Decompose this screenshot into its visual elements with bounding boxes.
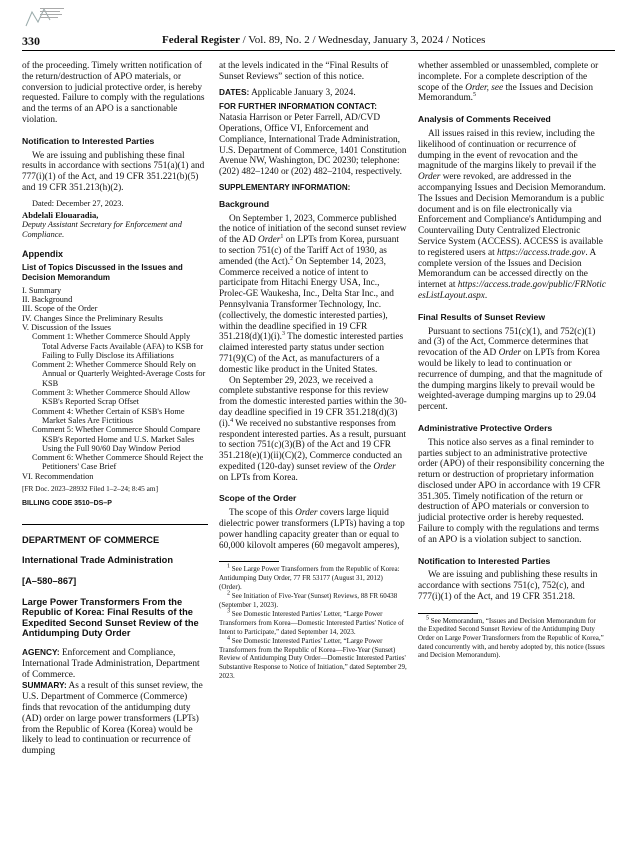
footnote: $^5$ See Memorandum, “Issues and Decision Memorandum for the Expedited Second Sunset Review of the Antidumping Duty Order on Large Power Transformers from the Republic of Korea,” dated concurrently with, and hereby adopted by, this notice (Issues and Decision Memorandum). (418, 615, 605, 660)
footnote: $^1$ See Large Power Transformers from the Republic of Korea: Antidumping Duty Order, 77 FR 53177 (August 31, 2012) (Order). (219, 564, 400, 591)
toc-item: Comment 4: Whether Certain of KSB's Home Market Sales Are Fictitious (32, 406, 185, 425)
toc-heading: List of Topics Discussed in the Issues and Decision Memorandum (22, 263, 183, 282)
paragraph: at the levels indicated in the “Final Results of Sunset Reviews” section of this notice. (219, 61, 389, 82)
memo-link[interactable]: https://access.trade.gov/public/FRNoticesListLayout.aspx (418, 280, 606, 301)
toc-item: I. Summary (22, 285, 62, 295)
agency-name: International Trade Administration (22, 555, 174, 566)
access-link[interactable]: https://access.trade.gov (497, 247, 586, 258)
paragraph: All issues raised in this review, including the likelihood of continuation or recurrence of dumping in the event of revocation and the magnitude of the margins likely to prevail if the Order were revoked, are addressed in the accompanying Issues and Decision Memorandum. The Issues and Decision Memorandum is a public document and is on file electronically via Enforcement and Compliance's Antidumping and Countervailing Duty Centralized Electronic Service System (ACCESS). ACCESS is available to registered users at https://access.trade.gov. A complete version of the Issues and Decision Memorandum can be accessed directly on the internet at https://access.trade.gov/public/FRNoticesListLayout.aspx. (418, 128, 606, 301)
column-1 (22, 61, 208, 757)
paragraph: On September 1, 2023, Commerce published the notice of initiation of the second sunset review of the AD Order$^1$ on LPTs from Korea, pursuant to section 751(c) of the Tariff Act of 1930, as amended (the Act).$^2$ On September 14, 2023, Commerce received a notice of intent to participate from Hitachi Energy USA, Inc., Prolec-GE Waukesha, Inc., Delta Star Inc., and Pennsylvania Transformer Technology, Inc. (collectively, the domestic interested parties), within the deadline specified in 19 CFR 351.218(d)(1)(i).$^3$ The domestic interested parties claimed interested party status under section 771(9)(C) of the Act, as manufacturers of a domestic like product in the United States. (219, 213, 407, 375)
dates-paragraph (219, 87, 407, 99)
section-heading: Background (219, 198, 270, 209)
publication-name: Federal Register (162, 34, 240, 46)
paragraph: The scope of this Order covers large liquid dielectric power transformers (LPTs) having a top power handling capacity greater than or equal to 60,000 kilovolt amperes (60 megavolt amperes), (219, 508, 405, 551)
header-citation (162, 34, 485, 46)
agency-text: Enforcement and Compliance, International Trade Administration, Department of Commerce. (22, 647, 200, 680)
contact-text: Natasia Harrison or Peter Farrell, AD/CVD Operations, Office VI, Enforcement and Compliance, International Trade Administration, U.S. Department of Commerce, 1401 Constitution Avenue NW, Washington, DC 20230; telephone: (202) 482–1240 or (202) 482–2104, respectively. (219, 113, 407, 178)
section-heading: Notification to Interested Parties (22, 135, 155, 146)
appendix-heading: Appendix (22, 248, 64, 259)
header-rule (22, 50, 615, 51)
toc-item: II. Background (22, 295, 73, 305)
page-number: 330 (22, 34, 40, 48)
section-heading: Administrative Protective Orders (418, 422, 553, 433)
summary-paragraph (22, 680, 208, 757)
footnote: $^2$ See Initiation of Five-Year (Sunset) Reviews, 88 FR 60438 (September 1, 2023). (219, 590, 398, 609)
toc-item: Comment 1: Whether Commerce Should Apply Total Adverse Facts Available (AFA) to KSB for Failing to Fully Disclose its Affiliations (32, 332, 204, 360)
paragraph: of the proceeding. Timely written notification of the return/destruction of APO materials, or conversion to judicial protective order, is hereby requested. Failure to comply with the regulations and the terms of an APO is a sanctionable violation. (22, 61, 205, 125)
agency-paragraph (22, 647, 208, 680)
supplementary-label: SUPPLEMENTARY INFORMATION: (219, 182, 351, 192)
docket-number: [A–580–867] (22, 576, 77, 587)
signer-title: Deputy Assistant Secretary for Enforcement and Compliance. (22, 220, 182, 239)
summary-text: As a result of this sunset review, the U.S. Department of Commerce (Commerce) finds that revocation of the antidumping duty (AD) order on large power transformers (LPTs) from the Republic of Korea (Korea) would be likely to lead to continuation or recurrence of dumping (22, 681, 203, 757)
department-name: DEPARTMENT OF COMMERCE (22, 534, 160, 545)
paragraph: We are issuing and publishing these results in accordance with sections 751(c), 752(c), and 777(i)(1) of the Act, and 19 CFR 351.218. (418, 570, 598, 603)
dates-label: DATES: (219, 86, 250, 97)
column-2 (219, 61, 407, 681)
footnote: $^4$ See Domestic Interested Parties' Letter, “Large Power Transformers from the Republic of Korea—Five-Year (Sunset) Review of Antidumping Duty Order—Domestic Interested Parties' Substantive Response to Notice of Initiation,” dated September 29, 2023. (219, 635, 407, 680)
footnote: $^3$ See Domestic Interested Parties' Letter, “Large Power Transformers from Korea—Domestic Interested Parties' Notice of Intent to Participate,” dated September 14, 2023. (219, 609, 404, 636)
gpo-authenticated-seal-icon (22, 4, 66, 30)
document-separator (22, 524, 208, 525)
paragraph: whether assembled or unassembled, complete or incomplete. For a complete description of the scope of the Order, see the Issues and Decision Memorandum.$^5$ (418, 61, 599, 104)
footnote-rule (219, 561, 279, 562)
fr-doc-line: [FR Doc. 2023–28932 Filed 1–2–24; 8:45 am] (22, 483, 159, 493)
toc-item: Comment 3: Whether Commerce Should Allow KSB's Reported Scrap Offset (32, 388, 191, 407)
summary-label: SUMMARY: (22, 680, 67, 691)
toc-item: V. Discussion of the Issues (22, 322, 112, 332)
paragraph: On September 29, 2023, we received a complete substantive response for this review from the domestic interested parties within the 30-day deadline specified in 19 CFR 351.218(d)(3)(i).$^4$ We received no substantive responses from respondent interested parties. As a result, pursuant to section 751(c)(3)(B) of the Act and 19 CFR 351.218(e)(1)(ii)(C)(2), Commerce conducted an expedited (120-day) sunset review of the Order on LPTs from Korea. (219, 375, 407, 483)
section-heading: Analysis of Comments Received (418, 114, 551, 125)
paragraph: We are issuing and publishing these final results in accordance with sections 751(a)(1) and 777(i)(1) of the Act, and 19 CFR 351.221(b)(5) and 19 CFR 351.213(h)(2). (22, 150, 205, 193)
notice-title: Large Power Transformers From the Republic of Korea: Final Results of the Expedited Second Sunset Review of the Antidumping Duty Order (22, 596, 199, 639)
footnote-rule (418, 613, 478, 614)
issue-info: / Vol. 89, No. 2 / Wednesday, January 3, 2024 / Notices (239, 34, 486, 46)
paragraph: Pursuant to sections 751(c)(1), and 752(c)(1) and (3) of the Act, Commerce determines that revocation of the AD Order on LPTs from Korea would be likely to lead to continuation or recurrence of dumping, and that the magnitude of the dumping margins likely to prevail would be weighted-average dumping margins up to 29.04 percent. (418, 326, 603, 413)
column-3 (418, 61, 606, 661)
signer-name: Abdelali Elouaradia, (22, 209, 99, 220)
toc-item: III. Scope of the Order (22, 304, 98, 314)
toc-item: Comment 5: Whether Commerce Should Compare KSB's Reported Home and U.S. Market Sales Using the Full 90/60 Day Window Period (32, 425, 201, 453)
dated-line: Dated: December 27, 2023. (32, 198, 124, 208)
toc-item: Comment 6: Whether Commerce Should Reject the Petitioners' Case Brief (32, 453, 204, 472)
section-heading: Notification to Interested Parties (418, 555, 551, 566)
toc-list (22, 286, 208, 481)
page-header (22, 34, 614, 48)
paragraph: This notice also serves as a final reminder to parties subject to an administrative protective order (APO) of their responsibility concerning the return or destruction of proprietary information disclosed under APO in accordance with 19 CFR 351.305. Timely notification of the return or destruction of APO materials or conversion to judicial protective order is hereby requested. Failure to comply with the regulations and terms of an APO is a violation subject to sanction. (418, 437, 605, 545)
toc-item: VI. Recommendation (22, 471, 94, 481)
agency-label: AGENCY: (22, 646, 60, 657)
section-heading: Final Results of Sunset Review (418, 311, 546, 322)
toc-item: Comment 2: Whether Commerce Should Rely on Annual or Quarterly Weighted-Average Costs for KSB (32, 360, 206, 388)
toc-item: IV. Changes Since the Preliminary Results (22, 313, 163, 323)
section-heading: Scope of the Order (219, 493, 297, 504)
billing-code: BILLING CODE 3510–DS–P (22, 499, 112, 507)
dates-text: Applicable January 3, 2024. (249, 87, 356, 98)
contact-label: FOR FURTHER INFORMATION CONTACT: (219, 102, 377, 112)
